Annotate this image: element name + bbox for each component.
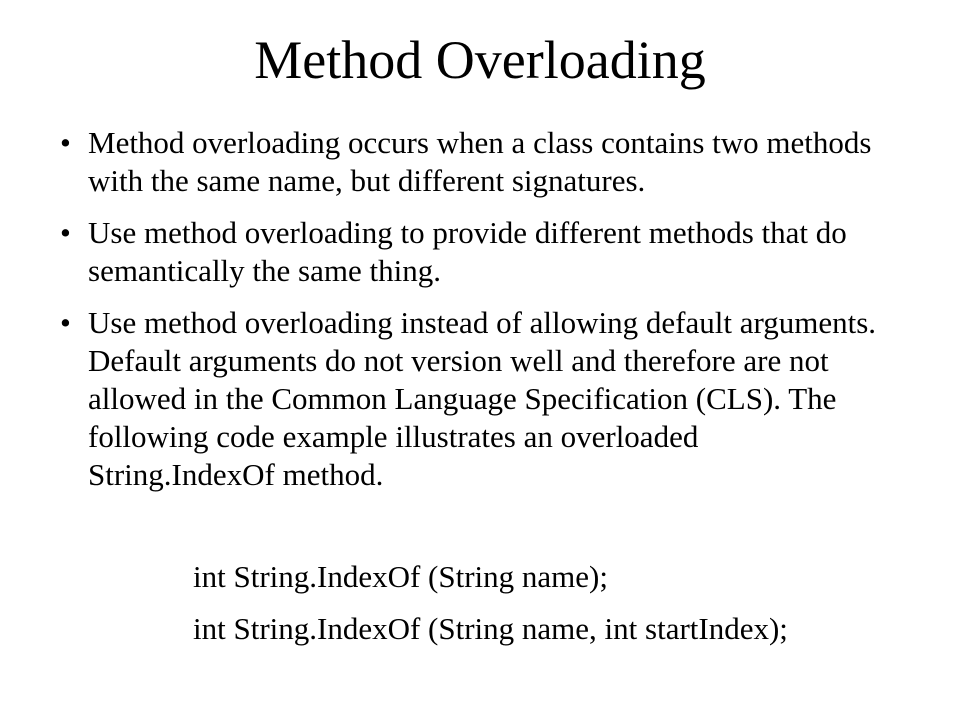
slide-title: Method Overloading bbox=[254, 30, 706, 90]
bullet-text: Use method overloading to provide different methods that do semantically the same thing. bbox=[88, 215, 847, 288]
bullet-text: Method overloading occurs when a class contains two methods with the same name, but different signatures. bbox=[88, 125, 872, 198]
bullet-item bbox=[60, 304, 880, 494]
code-line: int String.IndexOf (String name); bbox=[193, 559, 608, 594]
bullet-text: Use method overloading instead of allowing default arguments. Default arguments do not version well and therefore are not allowed in the Common Language Specification (CLS). The following code example illustrates an overloaded String.IndexOf method. bbox=[88, 305, 877, 492]
bullet-marker: • bbox=[60, 215, 71, 250]
bullet-item bbox=[60, 214, 880, 290]
bullet-marker: • bbox=[60, 305, 71, 340]
bullet-marker: • bbox=[60, 125, 71, 160]
bullet-list bbox=[60, 124, 880, 508]
code-example bbox=[193, 558, 788, 662]
bullet-item bbox=[60, 124, 880, 200]
code-line: int String.IndexOf (String name, int startIndex); bbox=[193, 611, 788, 646]
